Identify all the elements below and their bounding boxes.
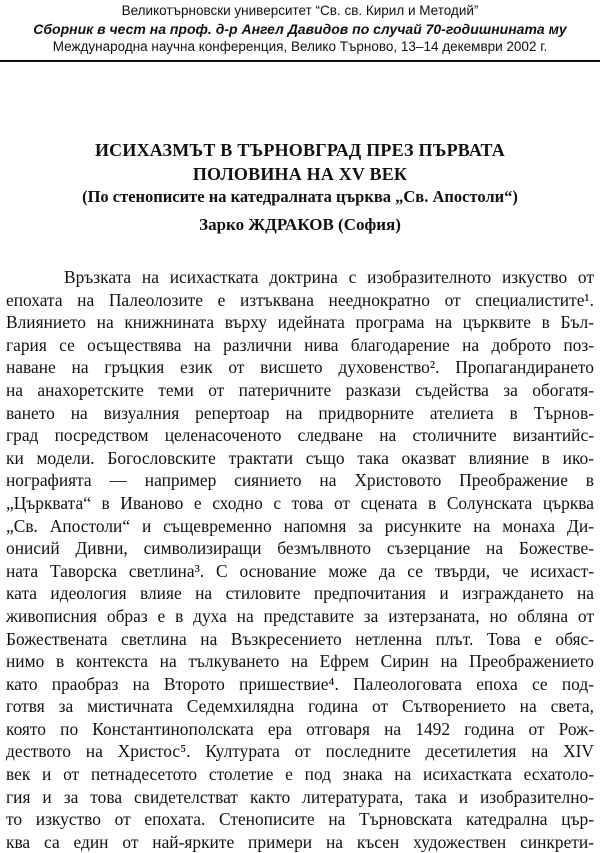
body-line: гия и за това свидетелстват както литературата, така и изобразително- — [6, 786, 594, 807]
body-line: онисий Дивни, символизиращи безмълвното съзерцание на Божестве- — [6, 538, 594, 559]
header-rule — [0, 60, 600, 62]
header-university: Великотърновски университет “Св. св. Кирил и Методий” — [121, 3, 479, 18]
article-author: Зарко ЖДРАКОВ (София) — [199, 215, 401, 234]
running-header — [0, 0, 600, 62]
body-line: век и от петнадесетото столетие е под знака на исихастката есхатоло- — [6, 764, 594, 785]
body-line: нимо в контекста на тълкуването на Ефрем Сирин на Преображението — [6, 651, 594, 672]
body-line: Божествената светлина на Възкресението нетленна плът. Това е обяс- — [6, 628, 594, 649]
body-line: деството на Христос⁵. Културата от последните десетилетия на XIV — [6, 741, 594, 762]
body-line: епохата на Палеолозите е изтъквана нееднократно от специалистите¹. — [6, 289, 594, 310]
body-line: ната Таворска светлина³. С основание може да се твърди, че исихаст- — [6, 560, 594, 581]
body-line: град посредством целенасоченото следване на столичните византийс- — [6, 425, 594, 446]
body-line: ването на визуалния репертоар на придворните ателиета в Търнов- — [6, 402, 594, 423]
article-title-line-1: ИСИХАЗМЪТ В ТЪРНОВГРАД ПРЕЗ ПЪРВАТА — [94, 140, 506, 160]
article-title-line-2: ПОЛОВИНА НА XV ВЕК — [192, 164, 408, 184]
body-line: която по Константинополската ера отговаря на 1492 година от Рож- — [6, 718, 594, 739]
body-line: ката идеология влияе на стиловите предпочитания и изграждането на — [6, 583, 594, 604]
body-line: наване на гръцкия език от висшето духовенство². Пропагандирането — [6, 357, 594, 378]
body-line: като праобраз на Второто пришествие⁴. Палеологовата епоха се под- — [6, 673, 594, 694]
body-line: готвя за мистичната Седемхилядна година от Сътворението на света, — [6, 696, 594, 717]
article-subtitle: (По стенописите на катедралната църква „Св. Апостоли“) — [82, 187, 518, 206]
body-line: на анахоретските теми от патеричните разкази съдейства за обогатя- — [6, 379, 594, 400]
body-line: Влиянието на книжнината върху идейната програма на църквите в Бъл- — [6, 312, 594, 333]
body-line: нографията — например сиянието на Христовото Преображение в — [6, 470, 594, 491]
body-line: живописния образ е в духа на представите за изтерзаната, но обляна от — [6, 605, 594, 626]
article-body — [0, 266, 600, 853]
body-line: ки модели. Богословските трактати също така оказват влияние в ико- — [6, 447, 594, 468]
article-title-block — [0, 138, 600, 236]
header-conference: Международна научна конференция, Велико Търново, 13–14 декември 2002 г. — [52, 39, 548, 54]
body-line: „Църквата“ в Иваново е сходно с това от сцената в Солунската църква — [6, 492, 594, 513]
body-line: „Св. Апостоли“ и същевременно напомня за рисунките на монаха Ди- — [6, 515, 594, 536]
body-line: то изкуство от епохата. Стенописите на Търновската катедрална цър- — [6, 809, 594, 830]
body-line: Връзката на исихастката доктрина с изобразителното изкуство от — [64, 267, 594, 287]
header-collection-title: Сборник в чест на проф. д-р Ангел Давидов по случай 70-годишнината му — [33, 21, 567, 37]
body-line: ква са един от най-ярките примери на късен художествен синкрети- — [6, 831, 594, 852]
body-line: гария се осъществява на различни нива благодарение на доброто поз- — [6, 334, 594, 355]
